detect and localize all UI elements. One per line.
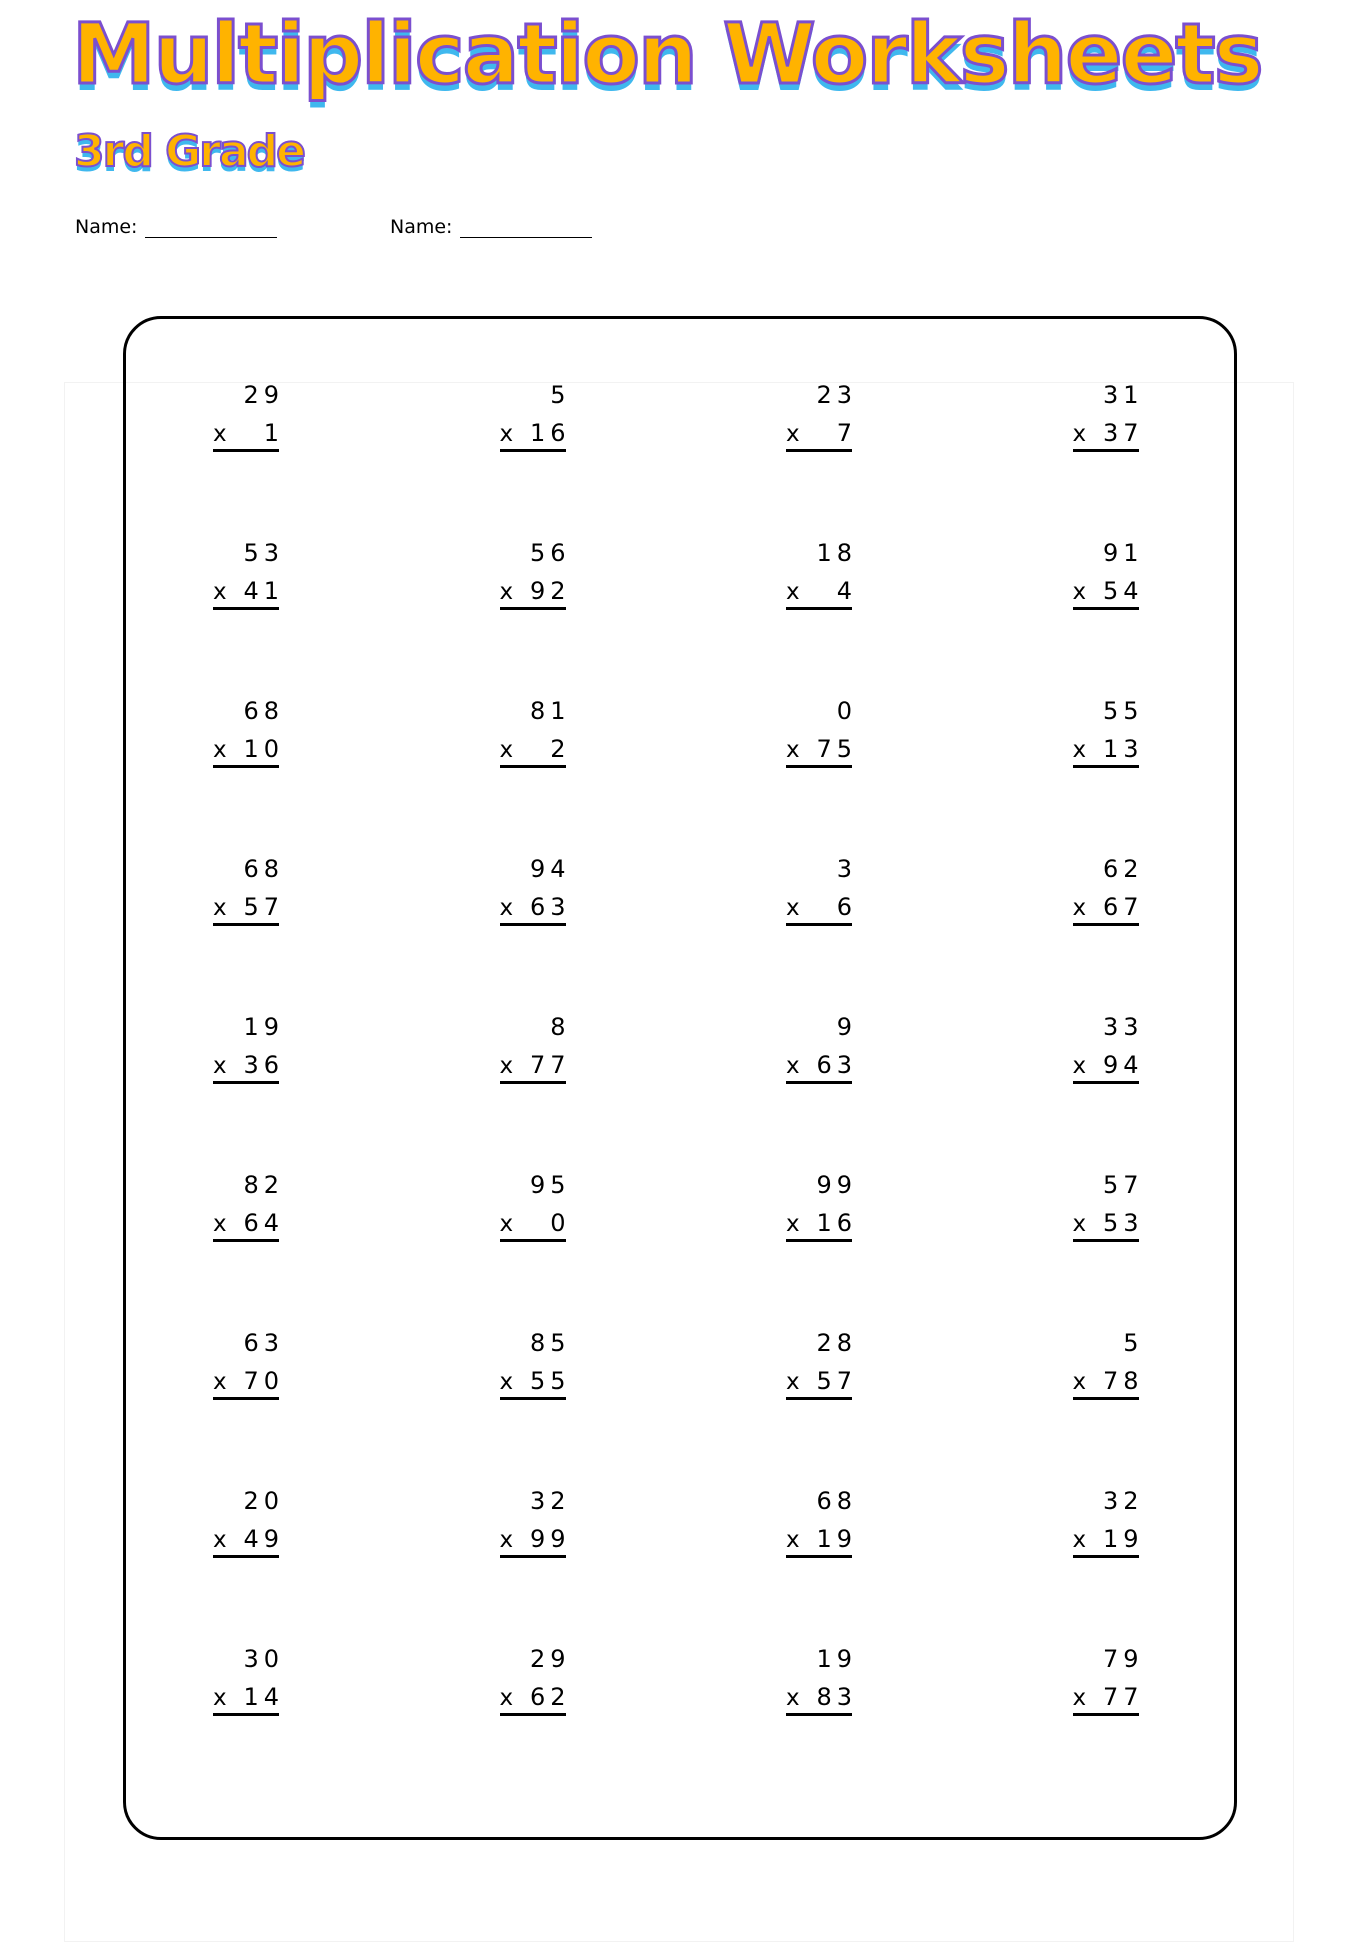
multiplicand: 19 — [816, 1645, 857, 1673]
problem — [402, 1170, 681, 1328]
multiplicand: 55 — [1102, 697, 1144, 725]
problem — [123, 538, 402, 696]
multiplicand: 30 — [243, 1645, 284, 1673]
problem — [959, 538, 1238, 696]
multiplier: 78 — [1102, 1367, 1144, 1395]
multiplier-row[interactable] — [786, 1516, 857, 1558]
multiply-sign: x — [213, 1053, 227, 1079]
problem-stack — [1072, 854, 1144, 926]
multiply-sign: x — [499, 1053, 514, 1079]
multiplier: 36 — [243, 1051, 284, 1079]
multiplier-row[interactable] — [786, 1042, 857, 1084]
multiplicand: 29 — [243, 381, 284, 409]
problem — [959, 1328, 1238, 1486]
problem — [680, 1644, 959, 1802]
multiplicand: 81 — [529, 697, 571, 725]
multiplier-row[interactable] — [213, 884, 284, 926]
problem-stack — [786, 1486, 857, 1558]
multiply-sign: x — [213, 421, 227, 447]
problem — [123, 380, 402, 538]
problem-stack — [786, 696, 857, 768]
problem-stack — [786, 380, 857, 452]
multiplicand: 95 — [529, 1171, 571, 1199]
problem — [123, 1486, 402, 1644]
name-field-1[interactable] — [75, 216, 277, 238]
problem — [959, 380, 1238, 538]
multiplier: 19 — [816, 1525, 857, 1553]
multiply-sign: x — [1072, 1527, 1087, 1553]
multiplier: 4 — [836, 577, 857, 605]
multiplier-row[interactable] — [786, 1674, 857, 1716]
multiplier-row[interactable] — [213, 726, 284, 768]
multiply-sign: x — [499, 895, 514, 921]
problem-stack — [786, 1012, 857, 1084]
multiplier-row[interactable] — [499, 568, 571, 610]
multiplier: 7 — [836, 419, 857, 447]
multiplicand: 94 — [529, 855, 571, 883]
problem-stack — [1072, 1012, 1144, 1084]
multiplier-row[interactable] — [1072, 1516, 1144, 1558]
problem-stack — [499, 1170, 571, 1242]
multiplicand: 28 — [816, 1329, 857, 1357]
problem-stack — [499, 1486, 571, 1558]
problem — [959, 1170, 1238, 1328]
multiply-sign: x — [1072, 579, 1087, 605]
problem-stack — [213, 1644, 284, 1716]
multiplicand: 62 — [1102, 855, 1144, 883]
problem-stack — [213, 380, 284, 452]
multiplicand: 33 — [1102, 1013, 1144, 1041]
multiplier: 67 — [1102, 893, 1144, 921]
problem-stack — [786, 1170, 857, 1242]
multiplier: 63 — [816, 1051, 857, 1079]
multiply-sign: x — [1072, 895, 1087, 921]
problem-stack — [1072, 696, 1144, 768]
multiply-sign: x — [1072, 1211, 1087, 1237]
problem-stack — [499, 1012, 571, 1084]
problem-stack — [213, 1170, 284, 1242]
problem — [680, 696, 959, 854]
multiplier-row[interactable] — [499, 1200, 571, 1242]
multiplier: 41 — [243, 577, 284, 605]
multiplier: 63 — [529, 893, 571, 921]
multiplier: 62 — [529, 1683, 571, 1711]
multiplicand: 9 — [836, 1013, 857, 1041]
multiplier-row[interactable] — [213, 568, 284, 610]
multiplier-row[interactable] — [1072, 1674, 1144, 1716]
multiply-sign: x — [213, 1211, 227, 1237]
worksheet-title: Multiplication Worksheets — [72, 5, 1262, 103]
multiplicand: 68 — [243, 855, 284, 883]
multiply-sign: x — [499, 1527, 514, 1553]
name-line-1[interactable] — [145, 217, 277, 238]
multiply-sign: x — [213, 1369, 227, 1395]
multiplier-row[interactable] — [1072, 884, 1144, 926]
problem — [402, 538, 681, 696]
multiplier-row[interactable] — [499, 1042, 571, 1084]
multiplicand: 0 — [836, 697, 857, 725]
multiplier-row[interactable] — [786, 884, 857, 926]
multiplier: 77 — [529, 1051, 571, 1079]
problem-stack — [786, 1644, 857, 1716]
problem-stack — [1072, 1170, 1144, 1242]
problem-stack — [213, 696, 284, 768]
multiplicand: 8 — [550, 1013, 571, 1041]
problem-stack — [786, 1328, 857, 1400]
problem — [680, 1486, 959, 1644]
multiplier: 14 — [243, 1683, 284, 1711]
multiply-sign: x — [213, 579, 227, 605]
problem — [123, 1328, 402, 1486]
multiplier-row[interactable] — [213, 1358, 284, 1400]
multiplier: 83 — [816, 1683, 857, 1711]
multiplier-row[interactable] — [499, 1358, 571, 1400]
multiplier: 55 — [529, 1367, 571, 1395]
multiplier-row[interactable] — [786, 410, 857, 452]
multiplicand: 63 — [243, 1329, 284, 1357]
multiplier: 19 — [1102, 1525, 1144, 1553]
problem-stack — [499, 696, 571, 768]
problems-grid — [123, 380, 1237, 1802]
multiply-sign: x — [499, 1369, 514, 1395]
multiplicand: 5 — [550, 381, 571, 409]
multiplier-row[interactable] — [499, 884, 571, 926]
problem — [123, 696, 402, 854]
multiplier: 57 — [816, 1367, 857, 1395]
multiplicand: 29 — [529, 1645, 571, 1673]
worksheet-subtitle: 3rd Grade — [74, 126, 304, 177]
multiply-sign: x — [1072, 421, 1087, 447]
problem-stack — [213, 1486, 284, 1558]
multiplier-row[interactable] — [499, 1674, 571, 1716]
problem — [402, 1012, 681, 1170]
multiply-sign: x — [499, 1211, 514, 1237]
problem-stack — [1072, 1328, 1144, 1400]
multiplier: 13 — [1102, 735, 1144, 763]
multiplier-row[interactable] — [499, 410, 571, 452]
multiplicand: 32 — [1102, 1487, 1144, 1515]
problem — [680, 1170, 959, 1328]
problem — [680, 380, 959, 538]
multiply-sign: x — [1072, 1685, 1087, 1711]
problem — [402, 380, 681, 538]
multiplier: 6 — [836, 893, 857, 921]
multiplier-row[interactable] — [786, 726, 857, 768]
multiplier: 16 — [816, 1209, 857, 1237]
problem-stack — [213, 854, 284, 926]
multiply-sign: x — [786, 895, 800, 921]
problem — [402, 854, 681, 1012]
problem — [123, 1012, 402, 1170]
multiplicand: 79 — [1102, 1645, 1144, 1673]
multiplicand: 99 — [816, 1171, 857, 1199]
problem-stack — [499, 1328, 571, 1400]
multiplier-row[interactable] — [786, 1200, 857, 1242]
multiplier-row[interactable] — [1072, 568, 1144, 610]
multiplier: 99 — [529, 1525, 571, 1553]
multiply-sign: x — [499, 737, 514, 763]
multiply-sign: x — [499, 421, 514, 447]
problem — [402, 696, 681, 854]
problem-stack — [499, 1644, 571, 1716]
multiplier-row[interactable] — [499, 726, 571, 768]
problem-stack — [786, 854, 857, 926]
multiplier: 64 — [243, 1209, 284, 1237]
problem-stack — [213, 1012, 284, 1084]
problem — [959, 1644, 1238, 1802]
multiplier: 53 — [1102, 1209, 1144, 1237]
multiplier-row[interactable] — [786, 1358, 857, 1400]
multiplier: 75 — [816, 735, 857, 763]
problem — [123, 1644, 402, 1802]
multiply-sign: x — [786, 421, 800, 447]
multiplier-row[interactable] — [213, 1674, 284, 1716]
multiplicand: 91 — [1102, 539, 1144, 567]
name-line-2[interactable] — [460, 217, 592, 238]
multiplier-row[interactable] — [213, 410, 284, 452]
multiplier-row[interactable] — [1072, 1358, 1144, 1400]
multiply-sign: x — [786, 1053, 800, 1079]
multiplicand: 18 — [816, 539, 857, 567]
multiplier: 37 — [1102, 419, 1144, 447]
problem-stack — [499, 380, 571, 452]
multiply-sign: x — [1072, 1369, 1087, 1395]
multiplicand: 5 — [1123, 1329, 1144, 1357]
multiplier-row[interactable] — [213, 1516, 284, 1558]
multiplier-row[interactable] — [786, 568, 857, 610]
multiplicand: 23 — [816, 381, 857, 409]
multiplier-row[interactable] — [1072, 726, 1144, 768]
multiplicand: 20 — [243, 1487, 284, 1515]
multiplier: 10 — [243, 735, 284, 763]
problem-stack — [499, 854, 571, 926]
problem-stack — [499, 538, 571, 610]
problem-stack — [1072, 380, 1144, 452]
multiplicand: 19 — [243, 1013, 284, 1041]
multiplicand: 85 — [529, 1329, 571, 1357]
multiply-sign: x — [499, 579, 514, 605]
problem — [123, 1170, 402, 1328]
multiply-sign: x — [213, 1685, 227, 1711]
problem — [680, 1328, 959, 1486]
problem-stack — [1072, 1644, 1144, 1716]
name-label-1: Name: — [75, 216, 138, 238]
name-label-2: Name: — [390, 216, 453, 238]
problem — [959, 696, 1238, 854]
multiply-sign: x — [786, 737, 800, 763]
problem — [680, 854, 959, 1012]
problem — [959, 854, 1238, 1012]
multiplier: 1 — [263, 419, 284, 447]
problem-stack — [213, 1328, 284, 1400]
problem — [680, 1012, 959, 1170]
problem — [123, 854, 402, 1012]
multiplicand: 56 — [529, 539, 571, 567]
multiplier-row[interactable] — [213, 1200, 284, 1242]
problem — [680, 538, 959, 696]
multiply-sign: x — [213, 1527, 227, 1553]
multiply-sign: x — [786, 579, 800, 605]
multiplier: 54 — [1102, 577, 1144, 605]
multiplicand: 32 — [529, 1487, 571, 1515]
multiplier-row[interactable] — [1072, 1042, 1144, 1084]
problem-stack — [1072, 538, 1144, 610]
problem-stack — [1072, 1486, 1144, 1558]
multiplier: 0 — [550, 1209, 571, 1237]
multiplier-row[interactable] — [213, 1042, 284, 1084]
multiply-sign: x — [786, 1527, 800, 1553]
multiplier-row[interactable] — [1072, 410, 1144, 452]
multiplier: 16 — [529, 419, 571, 447]
multiplicand: 82 — [243, 1171, 284, 1199]
multiplier: 2 — [550, 735, 571, 763]
problem — [402, 1486, 681, 1644]
multiply-sign: x — [1072, 737, 1087, 763]
name-field-2[interactable] — [390, 216, 592, 238]
multiply-sign: x — [499, 1685, 514, 1711]
multiply-sign: x — [786, 1369, 800, 1395]
multiplier: 57 — [243, 893, 284, 921]
multiplicand: 68 — [243, 697, 284, 725]
multiplicand: 57 — [1102, 1171, 1144, 1199]
multiplicand: 68 — [816, 1487, 857, 1515]
multiplier-row[interactable] — [499, 1516, 571, 1558]
multiplier: 77 — [1102, 1683, 1144, 1711]
problem-stack — [213, 538, 284, 610]
multiplier: 94 — [1102, 1051, 1144, 1079]
multiply-sign: x — [213, 895, 227, 921]
problem — [402, 1644, 681, 1802]
multiplicand: 3 — [836, 855, 857, 883]
multiply-sign: x — [786, 1211, 800, 1237]
multiplier: 70 — [243, 1367, 284, 1395]
multiply-sign: x — [786, 1685, 800, 1711]
multiply-sign: x — [213, 737, 227, 763]
multiplier: 49 — [243, 1525, 284, 1553]
multiplicand: 53 — [243, 539, 284, 567]
multiplier: 92 — [529, 577, 571, 605]
problem-stack — [786, 538, 857, 610]
multiplicand: 31 — [1102, 381, 1144, 409]
problem — [402, 1328, 681, 1486]
problem — [959, 1486, 1238, 1644]
problem — [959, 1012, 1238, 1170]
multiply-sign: x — [1072, 1053, 1087, 1079]
multiplier-row[interactable] — [1072, 1200, 1144, 1242]
